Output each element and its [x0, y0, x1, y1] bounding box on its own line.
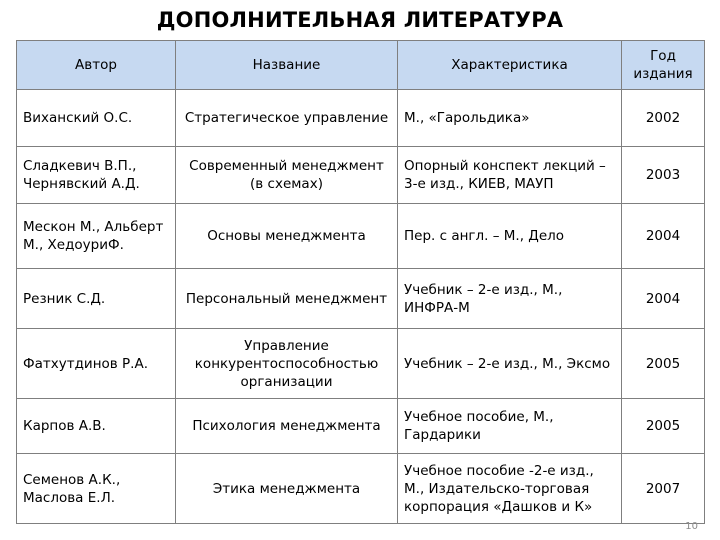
characteristic-cell: Пер. с англ. – М., Дело: [398, 204, 622, 269]
year-cell: 2005: [622, 399, 705, 454]
author-cell: Мескон М., Альберт М., ХедоуриФ.: [17, 204, 176, 269]
characteristic-cell: Учебник – 2-е изд., М., Эксмо: [398, 329, 622, 399]
title-cell: Стратегическое управление: [176, 90, 398, 147]
title-cell: Управление конкурентоспособностью организации: [176, 329, 398, 399]
title-cell: Этика менеджмента: [176, 454, 398, 524]
table-row: [17, 454, 705, 524]
table-row: [17, 147, 705, 204]
year-cell: 2004: [622, 204, 705, 269]
characteristic-cell: Учебное пособие -2-е изд., М., Издательско-торговая корпорация «Дашков и К»: [398, 454, 622, 524]
year-cell: 2005: [622, 329, 705, 399]
author-cell: Фатхутдинов Р.А.: [17, 329, 176, 399]
author-cell: Резник С.Д.: [17, 269, 176, 329]
table-row: [17, 269, 705, 329]
characteristic-cell: Учебник – 2-е изд., М., ИНФРА-М: [398, 269, 622, 329]
table-row: [17, 90, 705, 147]
column-header-characteristic: Характеристика: [398, 41, 622, 90]
author-cell: Семенов А.К., Маслова Е.Л.: [17, 454, 176, 524]
author-cell: Сладкевич В.П., Чернявский А.Д.: [17, 147, 176, 204]
author-cell: Виханский О.С.: [17, 90, 176, 147]
author-cell: Карпов А.В.: [17, 399, 176, 454]
title-cell: Психология менеджмента: [176, 399, 398, 454]
literature-table: [16, 40, 705, 524]
year-cell: 2003: [622, 147, 705, 204]
title-cell: Основы менеджмента: [176, 204, 398, 269]
year-cell: 2002: [622, 90, 705, 147]
column-header-title: Название: [176, 41, 398, 90]
page-number: 10: [685, 521, 698, 532]
column-header-author: Автор: [17, 41, 176, 90]
characteristic-cell: Учебное пособие, М., Гардарики: [398, 399, 622, 454]
column-header-year: Год издания: [622, 41, 705, 90]
header-row: [17, 41, 705, 90]
title-cell: Современный менеджмент (в схемах): [176, 147, 398, 204]
table-row: [17, 204, 705, 269]
page-title: ДОПОЛНИТЕЛЬНАЯ ЛИТЕРАТУРА: [156, 8, 564, 32]
year-cell: 2004: [622, 269, 705, 329]
table-row: [17, 329, 705, 399]
title-cell: Персональный менеджмент: [176, 269, 398, 329]
characteristic-cell: М., «Гарольдика»: [398, 90, 622, 147]
table-row: [17, 399, 705, 454]
characteristic-cell: Опорный конспект лекций – 3-е изд., КИЕВ, МАУП: [398, 147, 622, 204]
year-cell: 2007: [622, 454, 705, 524]
